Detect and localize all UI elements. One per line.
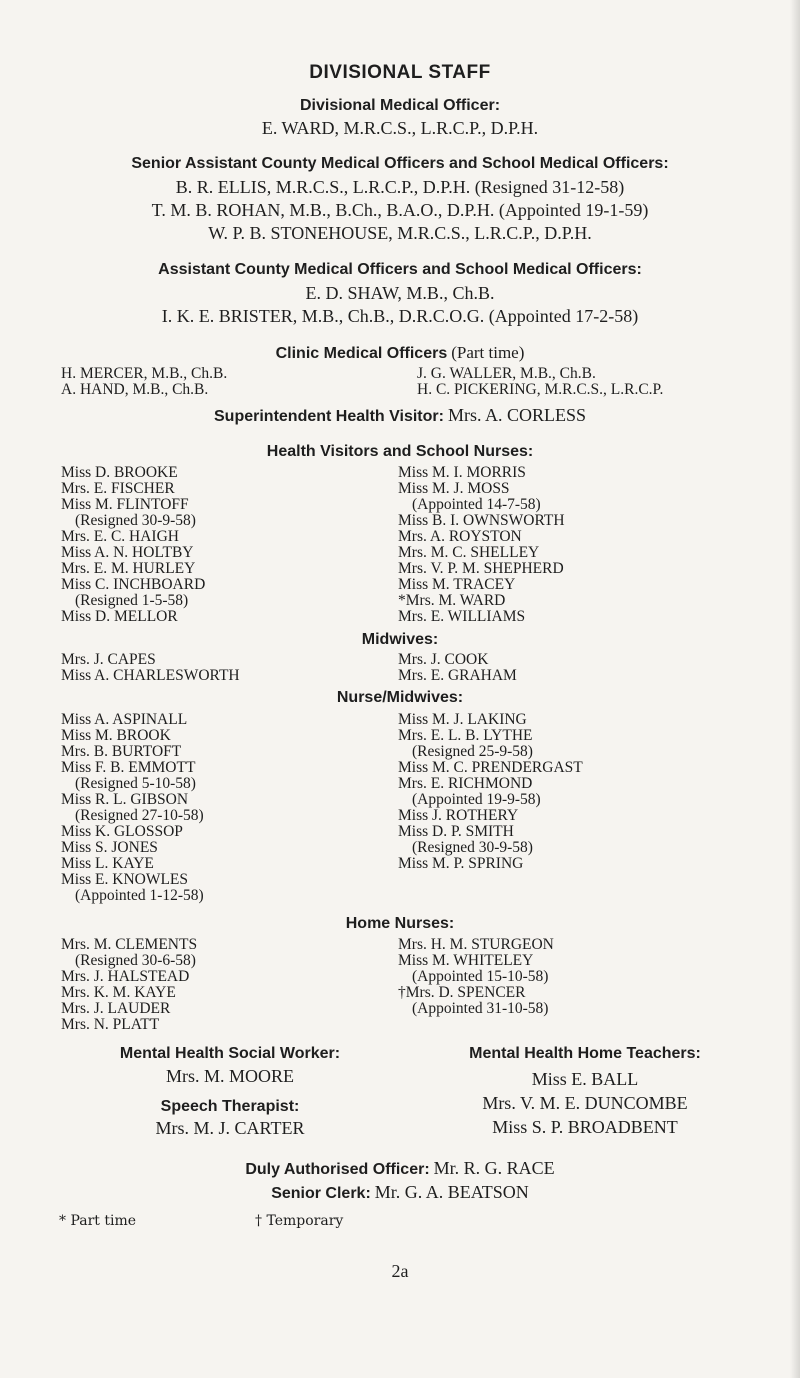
list-item: Mrs. V. P. M. SHEPHERD [398, 560, 564, 577]
list-item: Miss D. BROOKE [61, 464, 178, 481]
list-item: Miss M. FLINTOFF [61, 496, 189, 513]
home-nurses-heading: Home Nurses: [345, 915, 455, 932]
health-visitors-heading: Health Visitors and School Nurses: [266, 443, 534, 460]
duly-authorised-label: Duly Authorised Officer: [245, 1161, 430, 1178]
clinic-officer: A. HAND, M.B., Ch.B. [61, 381, 209, 398]
list-item: Miss A. CHARLESWORTH [61, 667, 240, 684]
list-item: *Mrs. M. WARD [398, 592, 506, 609]
senior-clerk-name: Mr. G. A. BEATSON [374, 1182, 529, 1202]
mh-social-worker-name: Mrs. M. MOORE [165, 1066, 294, 1086]
mh-home-teachers-block [415, 1045, 755, 1139]
list-item: Mrs. H. M. STURGEON [398, 936, 554, 953]
list-item: Miss A. N. HOLTBY [61, 544, 194, 561]
list-item: Mrs. A. ROYSTON [398, 528, 522, 545]
list-item: †Mrs. D. SPENCER [398, 984, 526, 1001]
list-note: (Appointed 31-10-58) [412, 1000, 549, 1017]
senior-acmo-line: T. M. B. ROHAN, M.B., B.Ch., B.A.O., D.P.H. (Appointed 19-1-59) [151, 200, 649, 220]
list-item: Mrs. M. CLEMENTS [61, 936, 198, 953]
midwives-left-list [61, 652, 240, 684]
list-item: Miss L. KAYE [61, 855, 154, 872]
clinic-officer: H. C. PICKERING, M.R.C.S., L.R.C.P. [417, 381, 664, 398]
acmo-heading: Assistant County Medical Officers and School Medical Officers: [158, 261, 642, 278]
senior-clerk-line [0, 1182, 800, 1203]
list-note: (Appointed 15-10-58) [412, 968, 549, 985]
senior-acmo-line: B. R. ELLIS, M.R.C.S., L.R.C.P., D.P.H. (Resigned 31-12-58) [175, 177, 625, 197]
list-note: (Resigned 30-6-58) [75, 952, 196, 969]
list-item: Mrs. B. BURTOFT [61, 743, 182, 760]
clinic-officer: H. MERCER, M.B., Ch.B. [61, 365, 228, 382]
footnote-temporary: † Temporary [255, 1213, 344, 1229]
list-item: Miss M. BROOK [61, 727, 171, 744]
acmo-line: E. D. SHAW, M.B., Ch.B. [305, 283, 495, 303]
clinic-heading-bold: Clinic Medical Officers [275, 345, 448, 362]
page-number: 2a [391, 1261, 409, 1281]
list-item: Miss K. GLOSSOP [61, 823, 183, 840]
list-note: (Resigned 25-9-58) [412, 743, 533, 760]
footnote-part-time: * Part time [59, 1213, 137, 1229]
duly-authorised-line [0, 1158, 800, 1179]
list-item: Mrs. V. M. E. DUNCOMBE [482, 1093, 688, 1113]
superintendent-name: Mrs. A. CORLESS [447, 405, 586, 425]
nurse-midwives-heading: Nurse/Midwives: [336, 689, 464, 706]
list-item: Mrs. E. M. HURLEY [61, 560, 196, 577]
list-item: Mrs. J. LAUDER [61, 1000, 171, 1017]
list-item: Mrs. J. CAPES [61, 651, 156, 668]
clinic-right [417, 366, 663, 398]
home-nurses-right-list [398, 937, 554, 1017]
list-item: Miss M. I. MORRIS [398, 464, 526, 481]
list-item: Miss B. I. OWNSWORTH [398, 512, 565, 529]
mh-home-teachers-heading: Mental Health Home Teachers: [469, 1045, 701, 1062]
clinic-heading [0, 343, 800, 363]
list-note: (Appointed 1-12-58) [75, 887, 204, 904]
page-title: DIVISIONAL STAFF [309, 62, 491, 83]
list-item: Mrs. M. C. SHELLEY [398, 544, 540, 561]
list-item: Mrs. E. WILLIAMS [398, 608, 526, 625]
list-item: Miss S. JONES [61, 839, 158, 856]
health-visitors-left-list [61, 465, 205, 625]
dmo-name: E. WARD, M.R.C.S., L.R.C.P., D.P.H. [261, 118, 539, 138]
list-item: Mrs. J. HALSTEAD [61, 968, 190, 985]
list-item: Miss A. ASPINALL [61, 711, 188, 728]
clinic-officer: J. G. WALLER, M.B., Ch.B. [417, 365, 596, 382]
list-item: Mrs. E. FISCHER [61, 480, 175, 497]
list-item: Miss M. TRACEY [398, 576, 516, 593]
list-note: (Appointed 14-7-58) [412, 496, 541, 513]
acmo-line: I. K. E. BRISTER, M.B., Ch.B., D.R.C.O.G. (Appointed 17-2-58) [161, 306, 639, 326]
senior-acmo-line: W. P. B. STONEHOUSE, M.R.C.S., L.R.C.P., D.P.H. [208, 223, 592, 243]
list-item: Miss M. WHITELEY [398, 952, 534, 969]
list-item: Miss D. P. SMITH [398, 823, 514, 840]
list-item: Miss M. J. LAKING [398, 711, 527, 728]
clinic-heading-rest: (Part time) [451, 343, 525, 362]
list-note: (Appointed 19-9-58) [412, 791, 541, 808]
dmo-heading: Divisional Medical Officer: [299, 97, 501, 114]
nurse-midwives-right-list [398, 712, 583, 872]
senior-acmo-heading: Senior Assistant County Medical Officers and School Medical Officers: [131, 155, 669, 172]
list-note: (Resigned 5-10-58) [75, 775, 196, 792]
mh-social-worker-heading: Mental Health Social Worker: [119, 1045, 341, 1062]
senior-clerk-label: Senior Clerk: [271, 1185, 371, 1202]
speech-therapist-heading: Speech Therapist: [160, 1098, 300, 1115]
nurse-midwives-left-list [61, 712, 204, 904]
list-item: Mrs. E. L. B. LYTHE [398, 727, 533, 744]
list-item: Mrs. E. C. HAIGH [61, 528, 179, 545]
list-item: Miss D. MELLOR [61, 608, 178, 625]
list-item: Mrs. E. RICHMOND [398, 775, 533, 792]
speech-therapist-block [60, 1098, 400, 1139]
list-item: Mrs. E. GRAHAM [398, 667, 517, 684]
mh-home-teachers-list [415, 1067, 755, 1139]
midwives-right-list [398, 652, 517, 684]
list-item: Miss C. INCHBOARD [61, 576, 206, 593]
list-item: Miss M. C. PRENDERGAST [398, 759, 583, 776]
page-edge-shadow [790, 0, 800, 1378]
list-note: (Resigned 27-10-58) [75, 807, 204, 824]
list-item: Miss J. ROTHERY [398, 807, 519, 824]
duly-authorised-name: Mr. R. G. RACE [433, 1158, 555, 1178]
clinic-left [61, 366, 227, 398]
list-note: (Resigned 30-9-58) [75, 512, 196, 529]
list-item: Miss S. P. BROADBENT [492, 1117, 678, 1137]
list-item: Miss E. KNOWLES [61, 871, 189, 888]
list-item: Miss E. BALL [531, 1069, 639, 1089]
health-visitors-right-list [398, 465, 565, 625]
mh-social-worker-block [60, 1045, 400, 1087]
midwives-heading: Midwives: [361, 631, 439, 648]
list-item: Miss M. J. MOSS [398, 480, 510, 497]
list-item: Mrs. N. PLATT [61, 1016, 160, 1033]
superintendent-label: Superintendent Health Visitor: [214, 408, 444, 425]
list-item: Miss R. L. GIBSON [61, 791, 189, 808]
speech-therapist-name: Mrs. M. J. CARTER [155, 1118, 305, 1138]
list-item: Miss M. P. SPRING [398, 855, 524, 872]
home-nurses-left-list [61, 937, 197, 1033]
list-item: Mrs. J. COOK [398, 651, 489, 668]
list-note: (Resigned 30-9-58) [412, 839, 533, 856]
list-note: (Resigned 1-5-58) [75, 592, 189, 609]
superintendent-line [0, 405, 800, 426]
list-item: Miss F. B. EMMOTT [61, 759, 196, 776]
list-item: Mrs. K. M. KAYE [61, 984, 176, 1001]
